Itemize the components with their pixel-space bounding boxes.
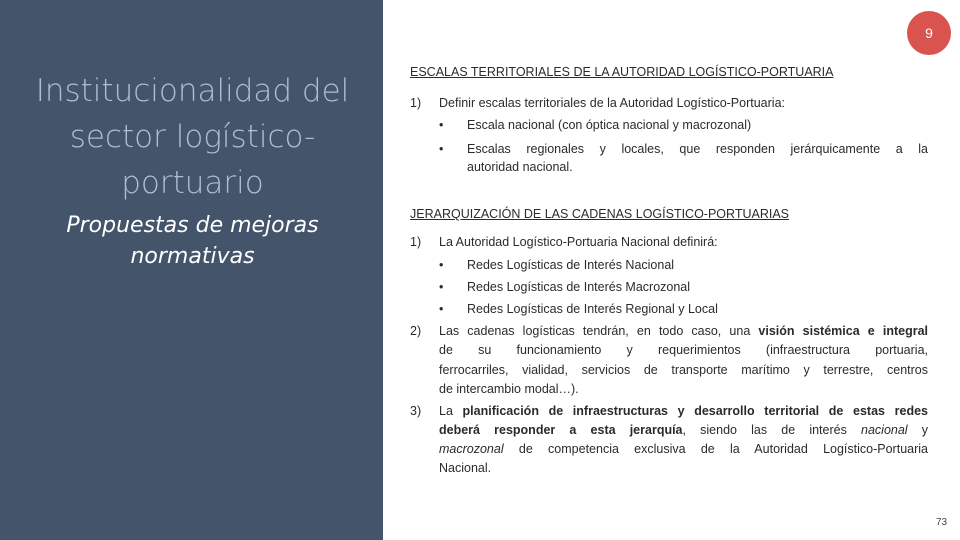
section2-item1-number: 1) <box>410 235 422 249</box>
item3-text: , siendo las de interés <box>682 423 862 437</box>
title-line: sector logístico- <box>69 119 316 155</box>
subtitle-line: normativas <box>130 244 255 269</box>
section2-item2-line4: de intercambio modal…). <box>439 382 579 396</box>
bullet: • <box>439 118 444 132</box>
section2-heading: JERARQUIZACIÓN DE LAS CADENAS LOGÍSTICO-PORTUARIAS <box>410 207 790 221</box>
title-line: Institucionalidad del <box>35 73 350 109</box>
section2-item2-line3: ferrocarriles, vialidad, servicios de transporte marítimo y terrestre, centros <box>439 363 928 377</box>
item3-text: La <box>439 404 463 418</box>
section1-item-number: 1) <box>410 96 422 110</box>
section2-item3-number: 3) <box>410 404 422 418</box>
section2-item1-text: La Autoridad Logístico-Portuaria Nacional definirá: <box>439 235 718 249</box>
item3-text: y <box>907 423 928 437</box>
section1-bullet-text-cont: autoridad nacional. <box>467 160 573 174</box>
item2-bold: visión sistémica e integral <box>758 324 929 338</box>
section2-item2-number: 2) <box>410 324 422 338</box>
section2-bullet-text: Redes Logísticas de Interés Regional y Local <box>467 302 718 316</box>
slide-number-badge: 9 <box>907 11 951 55</box>
section1-heading: ESCALAS TERRITORIALES DE LA AUTORIDAD LOGÍSTICO-PORTUARIA <box>410 65 834 79</box>
bullet: • <box>439 142 444 156</box>
bullet: • <box>439 258 444 272</box>
item3-bold: deberá responder a esta jerarquía <box>439 423 683 437</box>
item3-italic: macrozonal <box>439 442 504 456</box>
section2-bullet-text: Redes Logísticas de Interés Macrozonal <box>467 280 691 294</box>
section1-bullet-text: Escala nacional (con óptica nacional y macrozonal) <box>467 118 752 132</box>
section2-item2-line1 <box>439 324 928 338</box>
item3-text: de competencia exclusiva de la Autoridad Logístico-Portuaria <box>503 442 928 456</box>
section2-bullet-text: Redes Logísticas de Interés Nacional <box>467 258 675 272</box>
bullet: • <box>439 280 444 294</box>
item2-text: Las cadenas logísticas tendrán, en todo caso, una <box>439 324 759 338</box>
page-number: 73 <box>936 517 948 528</box>
slide-title <box>20 68 365 206</box>
section2-item3-line3 <box>439 442 928 456</box>
section2-item3-line2 <box>439 423 928 437</box>
title-line: portuario <box>121 165 264 201</box>
subtitle-line: Propuestas de mejoras <box>66 213 319 238</box>
section2-item3-line4: Nacional. <box>439 461 492 475</box>
item3-italic: nacional <box>861 423 908 437</box>
section1-item-text: Definir escalas territoriales de la Autoridad Logístico-Portuaria: <box>439 96 786 110</box>
section1-bullet-text: Escalas regionales y locales, que responden jerárquicamente a la <box>467 142 928 156</box>
bullet: • <box>439 302 444 316</box>
slide-subtitle <box>20 210 365 272</box>
item3-bold: planificación de infraestructuras y desarrollo territorial de estas redes <box>462 404 928 418</box>
left-panel <box>0 0 383 540</box>
section2-item3-line1 <box>439 404 928 418</box>
section2-item2-line2: de su funcionamiento y requerimientos (infraestructura portuaria, <box>439 343 928 357</box>
